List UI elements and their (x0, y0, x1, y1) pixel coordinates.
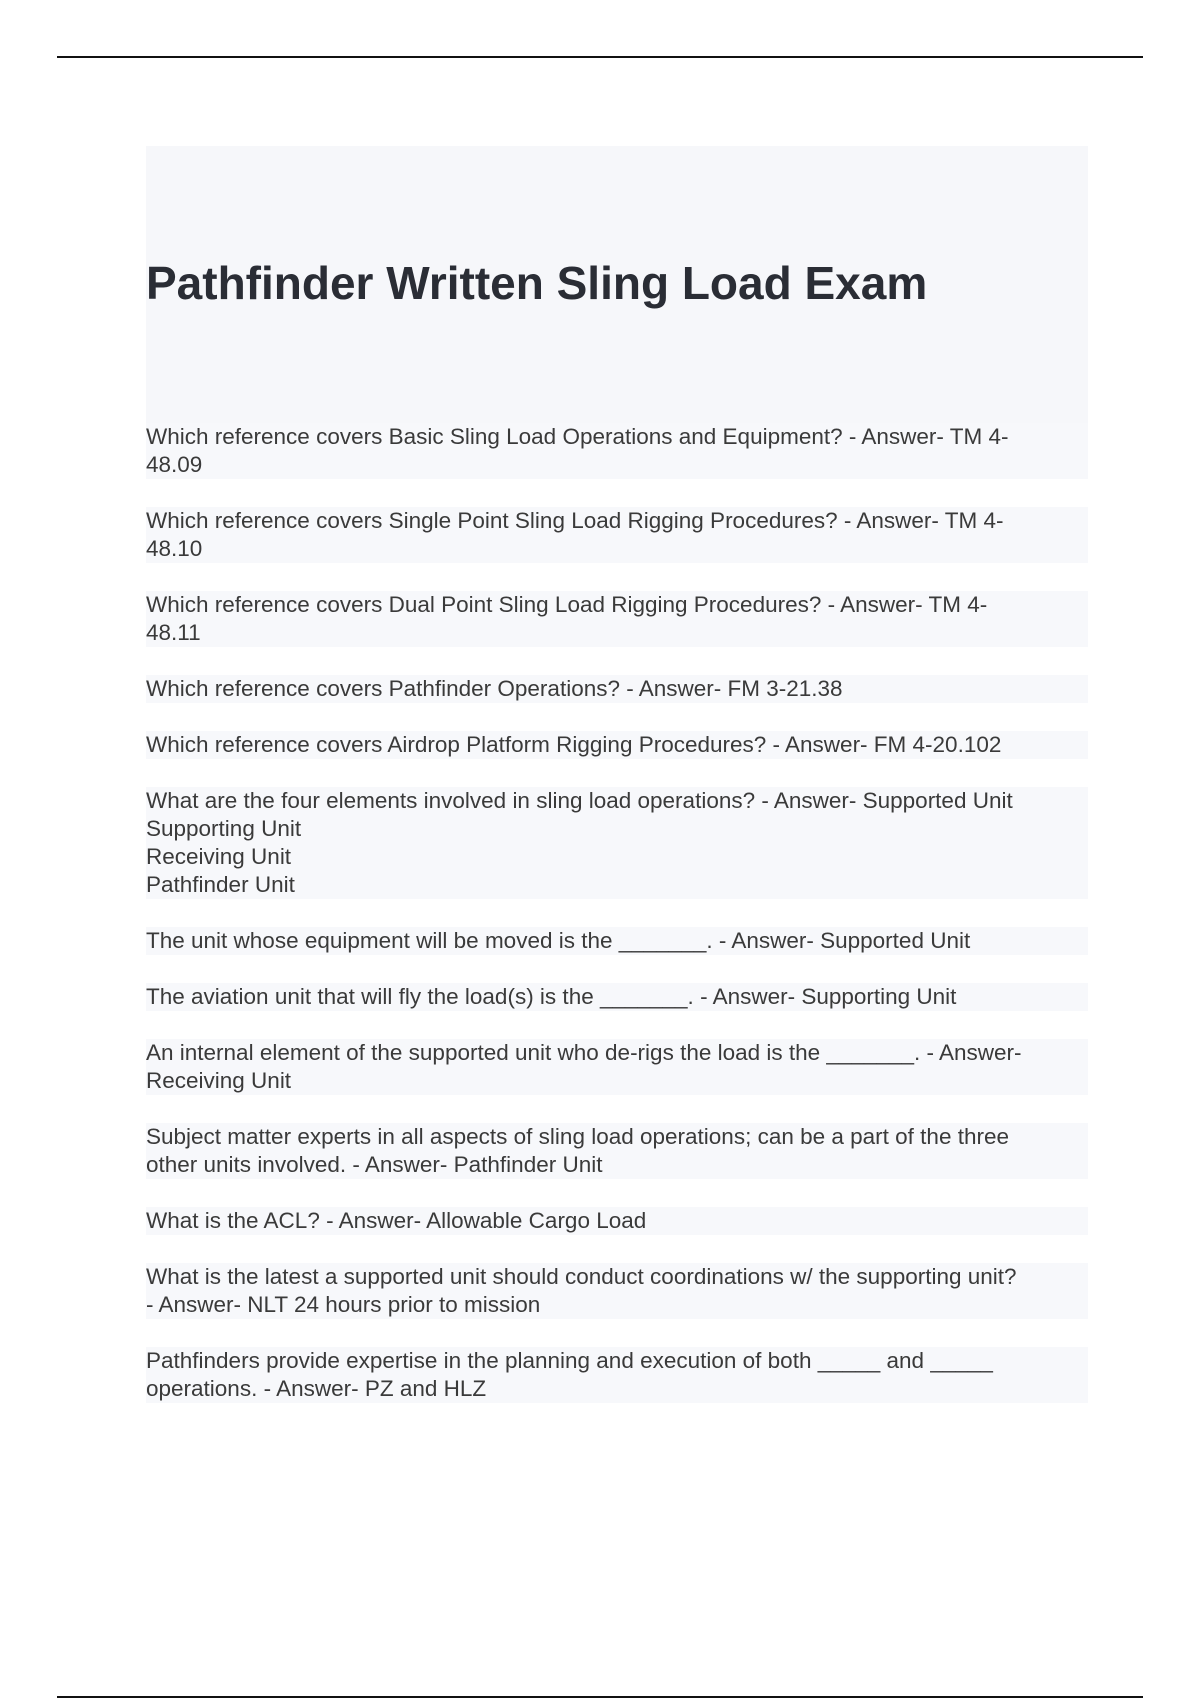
qa-item: The unit whose equipment will be moved is the _______. - Answer- Supported Unit (146, 927, 1088, 955)
qa-item: Subject matter experts in all aspects of sling load operations; can be a part of the three other units involved. - Answer- Pathfinder Unit (146, 1123, 1088, 1179)
qa-list (146, 423, 1088, 1403)
qa-item: What is the latest a supported unit should conduct coordinations w/ the supporting unit? - Answer- NLT 24 hours prior to mission (146, 1263, 1088, 1319)
top-rule (57, 56, 1143, 58)
qa-item: Which reference covers Single Point Sling Load Rigging Procedures? - Answer- TM 4- 48.10 (146, 507, 1088, 563)
qa-item: Which reference covers Dual Point Sling Load Rigging Procedures? - Answer- TM 4- 48.11 (146, 591, 1088, 647)
qa-item: Pathfinders provide expertise in the planning and execution of both _____ and _____ operations. - Answer- PZ and HLZ (146, 1347, 1088, 1403)
qa-item: What is the ACL? - Answer- Allowable Cargo Load (146, 1207, 1088, 1235)
title-band (146, 146, 1088, 423)
bottom-rule (57, 1696, 1143, 1698)
page-title: Pathfinder Written Sling Load Exam (146, 257, 928, 309)
document-body (146, 146, 1088, 1431)
qa-item: Which reference covers Airdrop Platform Rigging Procedures? - Answer- FM 4-20.102 (146, 731, 1088, 759)
qa-item: Which reference covers Basic Sling Load Operations and Equipment? - Answer- TM 4- 48.09 (146, 423, 1088, 479)
qa-item: Which reference covers Pathfinder Operations? - Answer- FM 3-21.38 (146, 675, 1088, 703)
qa-item: The aviation unit that will fly the load(s) is the _______. - Answer- Supporting Unit (146, 983, 1088, 1011)
qa-item: An internal element of the supported unit who de-rigs the load is the _______. - Answer- Receiving Unit (146, 1039, 1088, 1095)
qa-item: What are the four elements involved in sling load operations? - Answer- Supported Unit Supporting Unit Receiving Unit Pathfinder Unit (146, 787, 1088, 899)
